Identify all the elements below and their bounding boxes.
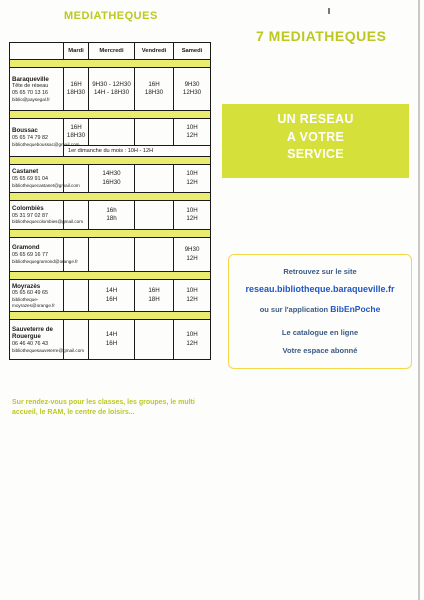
hours-cell (64, 238, 89, 272)
online-info-box (228, 254, 412, 369)
library-email: bibliothequecolombies@gmail.com (12, 219, 84, 225)
hours-cell (135, 238, 174, 272)
hours-cell (89, 238, 135, 272)
hours-cell: 16H 18H (135, 280, 174, 312)
hours-cell: 14H 16H (89, 280, 135, 312)
app-name[interactable]: BibEnPoche (330, 304, 381, 314)
hours-cell: 16H 18H30 (64, 68, 89, 111)
hours-cell: 10H 12H (174, 280, 211, 312)
info-intro: Retrouvez sur le site (283, 267, 357, 276)
library-cell (10, 238, 78, 272)
library-email: bibliothequeboussac@gmail.com (12, 141, 80, 147)
hours-cell (135, 320, 174, 360)
section-title-right: 7 MEDIATHEQUES (256, 28, 387, 44)
library-cell (10, 320, 85, 360)
separator-band (10, 272, 211, 280)
header-samedi: Samedi (174, 43, 211, 60)
library-email: bibliotheque-moyrazes@orange.fr (12, 297, 55, 308)
library-name: Colombiès (12, 204, 44, 212)
library-name: Castanet (12, 168, 39, 176)
library-phone: 05 65 69 91 04 (12, 176, 48, 183)
hours-cell (64, 280, 89, 312)
hours-cell: 16H 18H30 (135, 68, 174, 111)
hours-cell: 10H 12H (174, 201, 211, 230)
page-edge (418, 0, 420, 600)
hours-cell: 9H30 - 12H30 14H - 18H30 (89, 68, 135, 111)
library-phone: 06 46 40 76 43 (12, 341, 48, 347)
hours-cell (135, 165, 174, 193)
website-link[interactable]: reseau.bibliotheque.baraqueville.fr (245, 284, 395, 294)
library-phone: 05 65 74 79 82 (12, 135, 48, 142)
account-line: Votre espace abonné (282, 346, 358, 355)
app-prefix: ou sur l'application (259, 305, 329, 314)
library-email: bibliothequegramond@orange.fr (12, 258, 78, 264)
hours-cell: 14H 16H (89, 320, 135, 360)
separator-band (10, 60, 211, 68)
library-phone: 05 65 70 13 16 (12, 90, 48, 96)
boussac-sunday-note: 1er dimanche du mois : 10H - 12H (64, 146, 211, 157)
banner-text (222, 111, 409, 164)
schedule-table (9, 42, 211, 360)
hours-cell (64, 201, 89, 230)
header-mercredi: Mercredi (89, 43, 135, 60)
library-phone: 05 31 97 02 87 (12, 212, 48, 219)
section-title-left: MEDIATHEQUES (64, 10, 158, 22)
library-email: bibliothequecastanet@gmail.com (12, 182, 80, 188)
library-cell (10, 68, 64, 111)
app-line (229, 304, 411, 314)
table-row (10, 201, 211, 230)
library-name: Boussac (12, 127, 38, 135)
separator-band (10, 157, 211, 165)
table-row (10, 119, 211, 146)
hours-cell (64, 320, 89, 360)
table-row (10, 320, 211, 360)
separator-band (10, 312, 211, 320)
library-cell (10, 201, 84, 230)
library-email: bibliothequesauveterre@gmail.com (12, 347, 85, 353)
hours-cell: 9H30 12H30 (174, 68, 211, 111)
library-name: Baraqueville (12, 75, 49, 83)
header-vendredi: Vendredi (135, 43, 174, 60)
banner-line-2: A VOTRE (286, 129, 345, 144)
library-phone: 05 65 60 49 65 (12, 290, 48, 297)
library-name: Sauveterre de Rouergue (12, 325, 53, 341)
header-blank-cell (10, 43, 64, 60)
library-name: Gramond (12, 244, 40, 252)
hours-cell: 16H 18H30 (64, 119, 89, 146)
hours-cell: 16h 18h (89, 201, 135, 230)
library-subtitle: Tête de réseau (12, 83, 49, 90)
table-row (10, 280, 211, 312)
banner-line-1: UN RESEAU (277, 112, 354, 126)
appointment-note: Sur rendez-vous pour les classes, les groupes, le multi accueil, le RAM, le centre de loisirs... (12, 399, 195, 416)
library-cell (10, 280, 64, 312)
library-cell (10, 165, 80, 193)
table-header-row (10, 43, 211, 60)
table-row (10, 68, 211, 111)
scan-mark (328, 8, 330, 14)
network-banner (222, 104, 409, 178)
hours-cell (64, 165, 89, 193)
hours-cell: 9H30 12H (174, 238, 211, 272)
banner-line-3: SERVICE (287, 147, 344, 161)
library-name: Moyrazès (12, 282, 41, 290)
hours-cell (135, 119, 174, 146)
library-email: biblio@paysegal.fr (12, 96, 50, 102)
hours-cell (135, 201, 174, 230)
table-row (10, 165, 211, 193)
hours-cell: 10H 12H (174, 165, 211, 193)
table-row (10, 238, 211, 272)
hours-cell (89, 119, 135, 146)
separator-band (10, 230, 211, 238)
library-phone: 05 65 69 16 77 (12, 252, 48, 259)
separator-band (10, 111, 211, 119)
catalogue-line: Le catalogue en ligne (281, 328, 359, 337)
hours-cell: 10H 12H (174, 119, 211, 146)
separator-band (10, 193, 211, 201)
hours-cell: 10H 12H (174, 320, 211, 360)
hours-cell: 14H30 16H30 (89, 165, 135, 193)
header-mardi: Mardi (64, 43, 89, 60)
